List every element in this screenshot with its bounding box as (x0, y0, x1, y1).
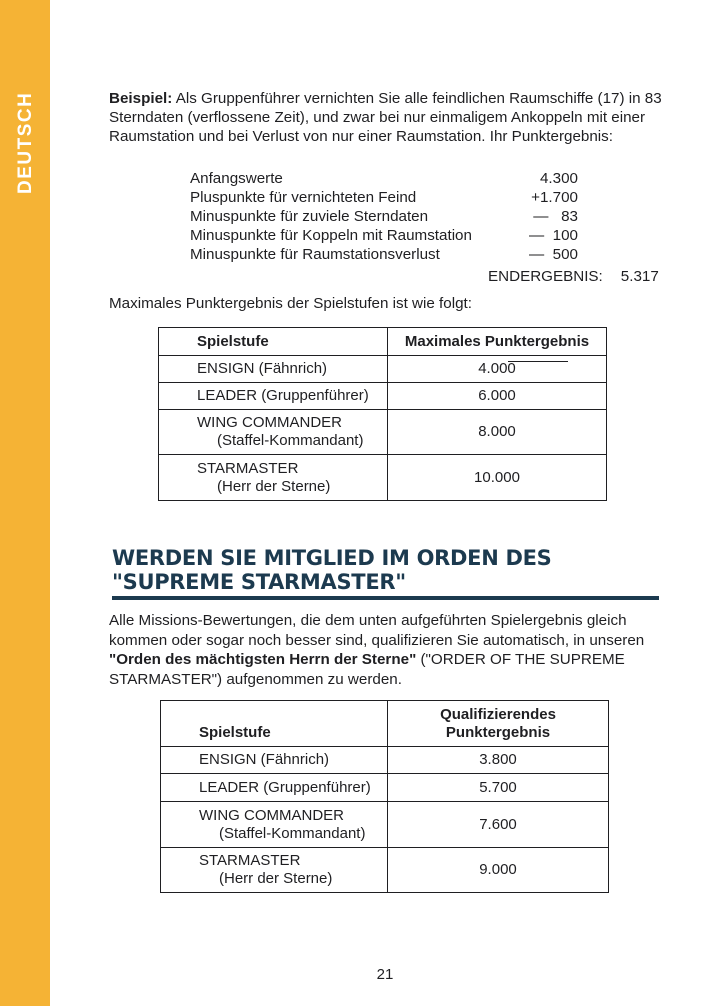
table-row (159, 410, 607, 455)
column-header-score: Maximales Punktergebnis (388, 328, 607, 356)
level-subtitle: (Herr der Sterne) (217, 477, 331, 495)
column-header-level: Spielstufe (161, 701, 388, 747)
table-row (161, 747, 609, 774)
score-calculation (190, 169, 590, 264)
level-name: STARMASTER (197, 459, 299, 477)
table-row (159, 383, 607, 410)
score-cell: 5.700 (388, 774, 609, 802)
level-cell (159, 455, 388, 501)
order-text-after: ("ORDER OF THE SUPREME STARMASTER") aufgenommen zu werden. (109, 651, 625, 688)
level-cell: ENSIGN (Fähnrich) (161, 747, 388, 774)
calc-value: — 100 (529, 227, 578, 244)
level-name: WING COMMANDER (199, 806, 344, 824)
order-text-bold: "Orden des mächtigsten Herrn der Sterne" (109, 651, 417, 668)
table-header-row (161, 701, 609, 747)
level-cell: ENSIGN (Fähnrich) (159, 356, 388, 383)
header-line-1: Qualifizierendes (440, 705, 556, 723)
table-header-row (159, 328, 607, 356)
score-cell: 7.600 (388, 802, 609, 848)
order-paragraph (109, 611, 669, 689)
score-cell: 6.000 (388, 383, 607, 410)
total-value: 5.317 (620, 268, 659, 285)
example-paragraph (109, 89, 669, 146)
calc-value: 4.300 (539, 170, 578, 187)
calc-label: Pluspunkte für vernichteten Feind (190, 189, 417, 206)
header-line-2: Punktergebnis (445, 723, 551, 741)
calc-row (190, 207, 590, 226)
calc-row (190, 245, 590, 264)
calc-row (190, 226, 590, 245)
calc-label: Minuspunkte für zuviele Sterndaten (190, 208, 429, 225)
calc-value: — 83 (533, 208, 578, 225)
calc-value: +1.700 (531, 189, 578, 206)
example-text: Als Gruppenführer vernichten Sie alle feindlichen Raumschiffe (17) in 83 Sterndaten (verflossene Zeit), und zwar bei nur einmaligem Ankoppeln mit einer Raumstation und bei Verlust von nur einer Raumstation. Ihr Punktergebnis: (109, 90, 662, 145)
level-name: WING COMMANDER (197, 414, 342, 431)
level-cell (159, 410, 388, 455)
level-cell: LEADER (Gruppenführer) (159, 383, 388, 410)
language-label: DEUTSCH (15, 91, 36, 194)
qualifying-scores-table (160, 700, 609, 893)
example-lead: Beispiel: (109, 90, 173, 107)
heading-line-1: WERDEN SIE MITGLIED IM ORDEN DES (112, 546, 552, 570)
score-cell: 9.000 (388, 848, 609, 893)
table-row (161, 802, 609, 848)
table-row (161, 848, 609, 893)
level-subtitle: (Staffel-Kommandant) (219, 824, 366, 842)
table-row (159, 356, 607, 383)
column-header-level: Spielstufe (159, 328, 388, 356)
level-name: STARMASTER (199, 852, 301, 869)
level-subtitle: (Herr der Sterne) (219, 870, 333, 887)
score-cell: 10.000 (388, 455, 607, 501)
heading-rule (112, 596, 659, 600)
section-heading (112, 546, 660, 594)
calc-label: Anfangswerte (190, 170, 283, 187)
heading-line-2: "SUPREME STARMASTER" (112, 570, 406, 594)
score-cell: 4.000 (388, 356, 607, 383)
max-scores-intro: Maximales Punktergebnis der Spielstufen ist wie folgt: (109, 295, 472, 312)
calc-label: Minuspunkte für Koppeln mit Raumstation (190, 227, 472, 244)
max-scores-table (158, 327, 607, 501)
calc-row (190, 188, 590, 207)
page-number: 21 (376, 966, 394, 983)
score-cell: 3.800 (388, 747, 609, 774)
calc-row (190, 169, 590, 188)
level-cell (161, 848, 388, 893)
level-subtitle: (Staffel-Kommandant) (217, 432, 364, 449)
table-row (161, 774, 609, 802)
calc-label: Minuspunkte für Raumstationsverlust (190, 246, 440, 263)
total-result (488, 268, 659, 285)
level-cell: LEADER (Gruppenführer) (161, 774, 388, 802)
total-label: ENDERGEBNIS: (488, 268, 603, 285)
level-cell (161, 802, 388, 848)
table-row (159, 455, 607, 501)
order-text-before: Alle Missions-Bewertungen, die dem unten aufgeführten Spielergebnis gleich kommen oder sogar noch besser sind, qualifizieren Sie automatisch, in unseren (109, 612, 645, 649)
score-cell: 8.000 (388, 410, 607, 455)
calc-value: — 500 (529, 246, 578, 263)
column-header-score (388, 701, 609, 747)
